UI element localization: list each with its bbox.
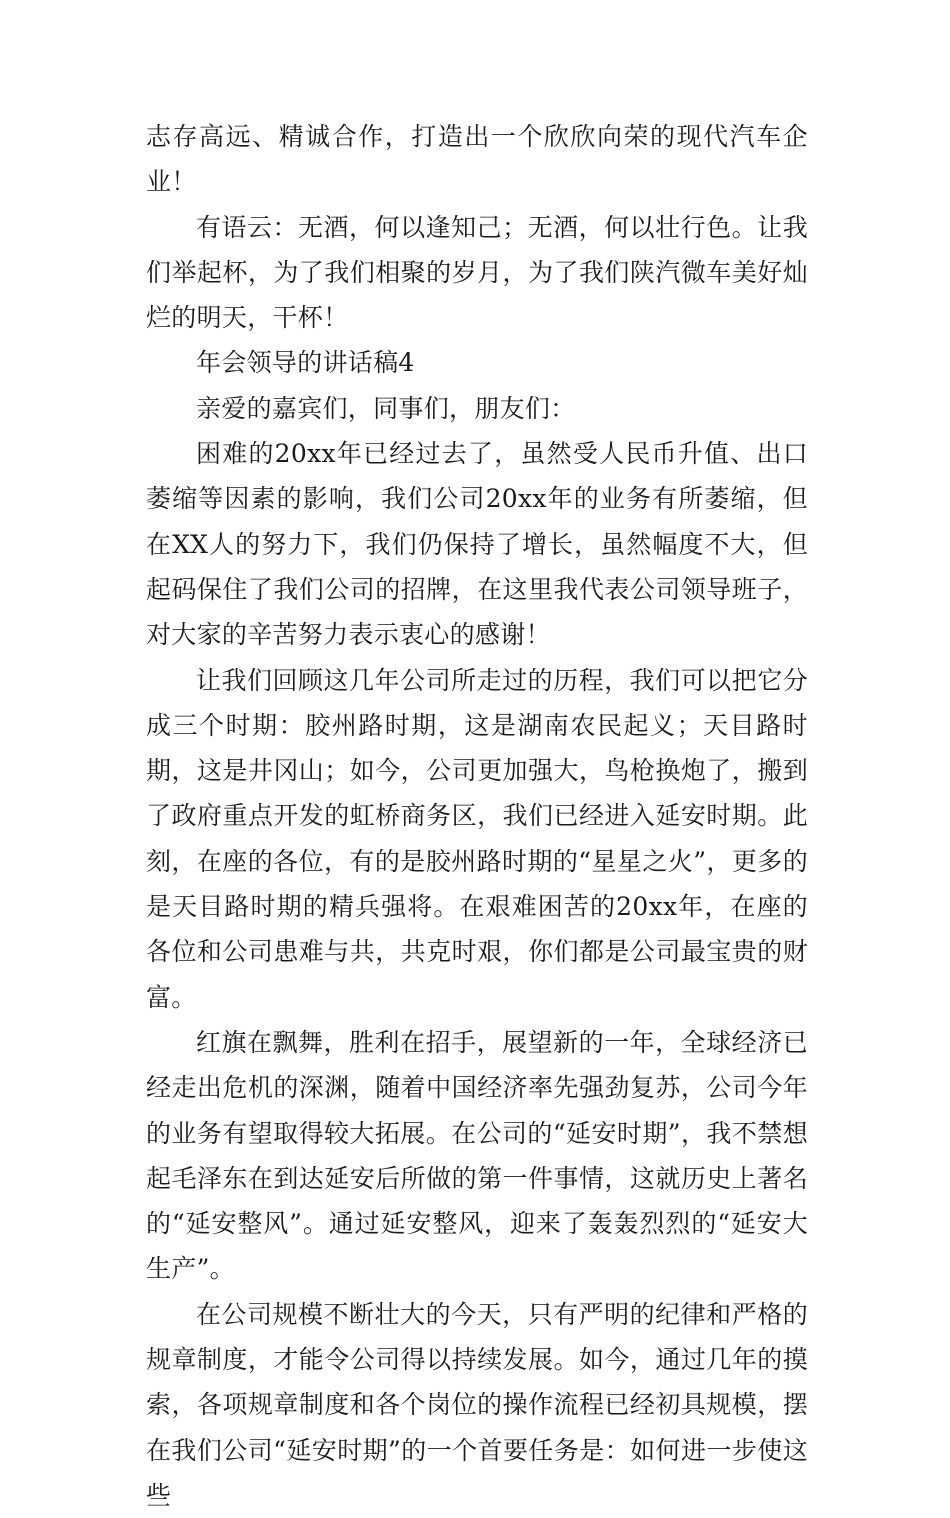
document-body bbox=[146, 114, 808, 1518]
salutation: 亲爱的嘉宾们，同事们，朋友们： bbox=[196, 393, 576, 423]
paragraph-toast: 有语云：无酒，何以逢知己；无酒，何以壮行色。让我们举起杯，为了我们相聚的岁月，为了我们陕汽微车美好灿烂的明天，干杯！ bbox=[146, 212, 808, 333]
paragraph-outlook: 红旗在飘舞，胜利在招手，展望新的一年，全球经济已经走出危机的深渊，随着中国经济率先强劲复苏，公司今年的业务有望取得较大拓展。在公司的“延安时期”，我不禁想起毛泽东在到达延安后所做的第一件事情，这就历史上著名的“延安整风”。通过延安整风，迎来了轰轰烈烈的“延安大生产”。 bbox=[146, 1027, 808, 1284]
paragraph-review-year: 困难的20xx年已经过去了，虽然受人民币升值、出口萎缩等因素的影响，我们公司20xx年的业务有所萎缩，但在XX人的努力下，我们仍保持了增长，虽然幅度不大，但起码保住了我们公司的招牌，在这里我代表公司领导班子，对大家的辛苦努力表示衷心的感谢！ bbox=[146, 439, 808, 650]
paragraph-regulations: 在公司规模不断壮大的今天，只有严明的纪律和严格的规章制度，才能令公司得以持续发展。如今，通过几年的摸索，各项规章制度和各个岗位的操作流程已经初具规模，摆在我们公司“延安时期”的一个首要任务是：如何进一步使这些 bbox=[146, 1299, 808, 1510]
paragraph-continuation: 志存高远、精诚合作，打造出一个欣欣向荣的现代汽车企业！ bbox=[146, 122, 808, 197]
section-title: 年会领导的讲话稿4 bbox=[196, 348, 415, 378]
paragraph-history: 让我们回顾这几年公司所走过的历程，我们可以把它分成三个时期：胶州路时期，这是湖南农民起义；天目路时期，这是井冈山；如今，公司更加强大，鸟枪换炮了，搬到了政府重点开发的虹桥商务区，我们已经进入延安时期。此刻，在座的各位，有的是胶州路时期的“星星之火”，更多的是天目路时期的精兵强将。在艰难困苦的20xx年，在座的各位和公司患难与共，共克时艰，你们都是公司最宝贵的财富。 bbox=[146, 665, 808, 1012]
